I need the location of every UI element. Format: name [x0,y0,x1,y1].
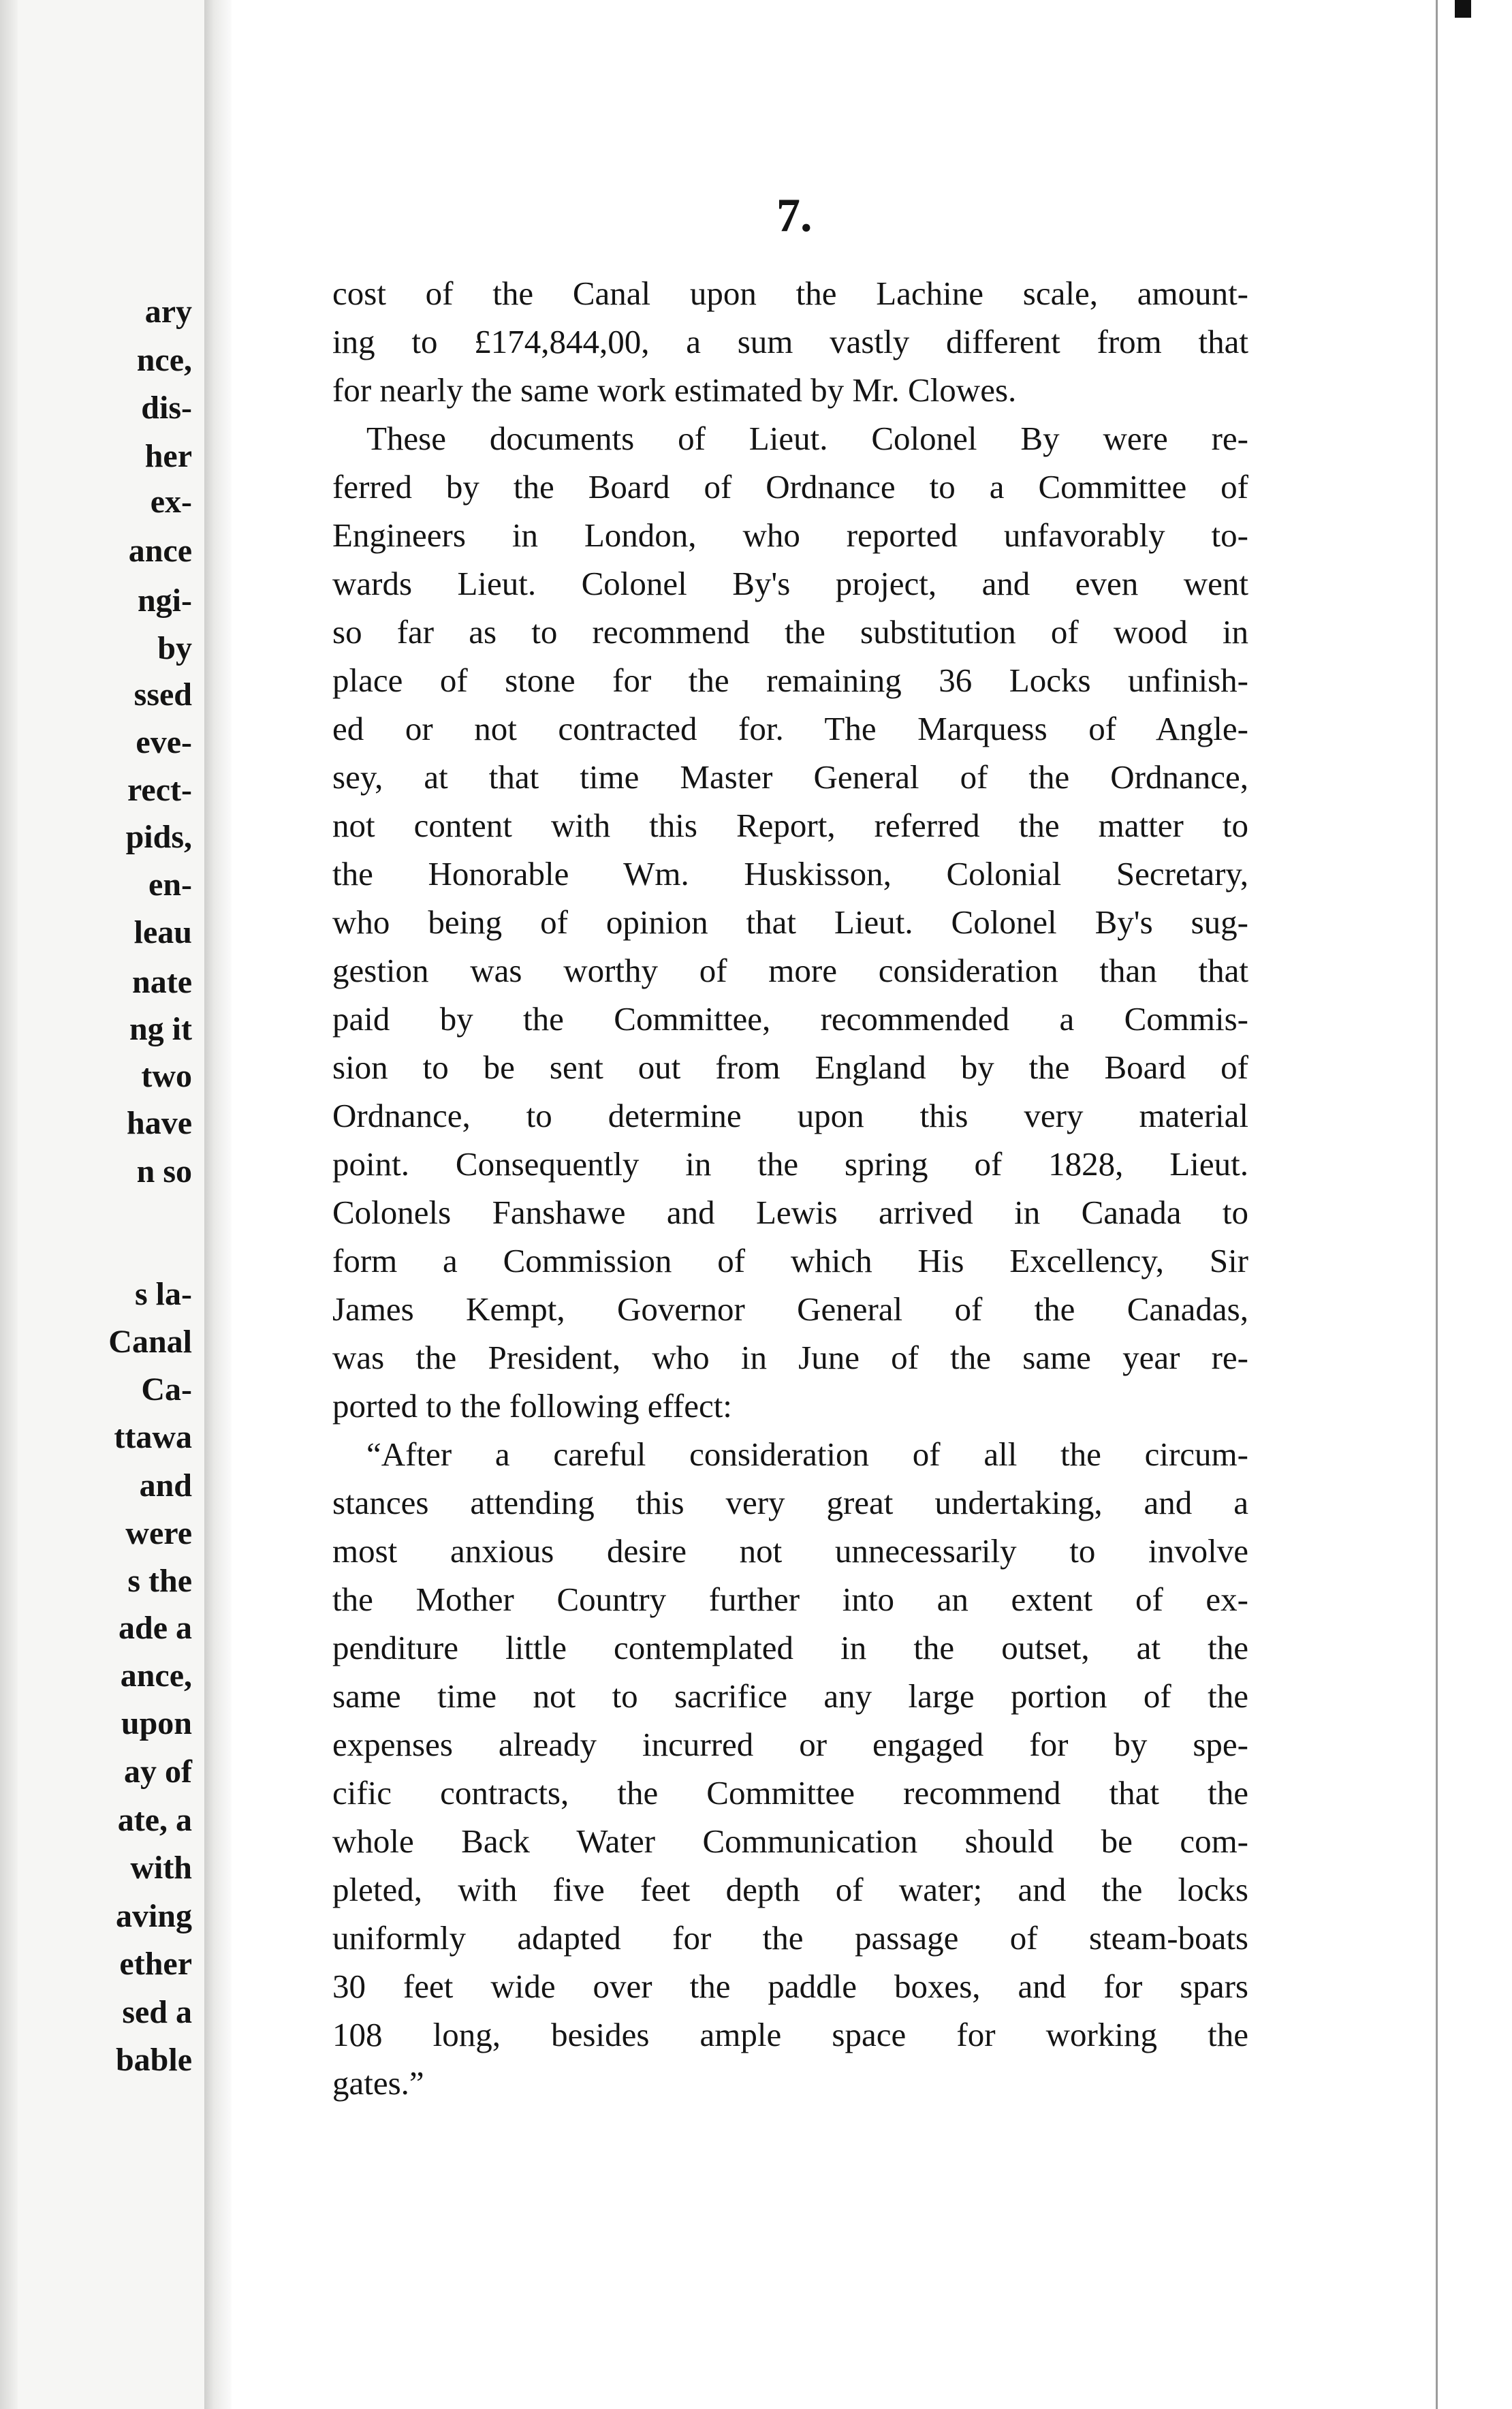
left-facing-page [0,0,204,2409]
text-line: was the President, who in June of the same year re- [332,1339,1248,1376]
text-line: ed or not contracted for. The Marquess of Angle- [332,710,1248,747]
text-line: 108 long, besides ample space for working the [332,2016,1248,2053]
left-page-fragment: s la- [135,1276,192,1312]
page-edge [1432,0,1471,2409]
page-body-text [332,269,1248,2107]
text-line: place of stone for the remaining 36 Locks unfinish- [332,662,1248,699]
left-page-fragment: two [141,1058,192,1094]
left-page-fragment: n so [136,1153,192,1190]
text-line: James Kempt, Governor General of the Canadas, [332,1290,1248,1328]
text-line: penditure little contemplated in the outset, at the [332,1629,1248,1666]
left-page-fragment: ex- [150,484,192,520]
left-page-fragment: eve- [136,724,192,760]
left-page-fragment: bable [115,2042,192,2078]
text-line: most anxious desire not unnecessarily to involve [332,1532,1248,1570]
text-line: stances attending this very great undertaking, and a [332,1484,1248,1521]
left-page-fragment: with [130,1850,192,1886]
left-page-fragment: ssed [133,677,192,713]
text-line: paid by the Committee, recommended a Commis- [332,1000,1248,1038]
page-number: 7. [776,189,813,242]
text-line: who being of opinion that Lieut. Colonel By's sug- [332,903,1248,941]
text-line: “After a careful consideration of all the circum- [366,1435,1248,1473]
left-page-fragment: nce, [136,342,192,378]
text-line: point. Consequently in the spring of 1828, Lieut. [332,1145,1248,1183]
left-page-fragment: have [127,1105,192,1141]
left-page-fragment: ay of [124,1754,192,1790]
left-page-fragment: ance [128,533,192,569]
text-line: ferred by the Board of Ordnance to a Committee of [332,468,1248,506]
left-page-fragment: upon [121,1705,192,1741]
left-page-fragment: were [125,1515,192,1551]
text-line: Ordnance, to determine upon this very material [332,1097,1248,1134]
left-page-fragment: nate [132,964,192,1000]
left-page-fragment: by [157,630,192,666]
text-line: Colonels Fanshawe and Lewis arrived in Canada to [332,1194,1248,1231]
left-page-fragment: Canal [108,1324,192,1360]
text-line: Engineers in London, who reported unfavorably to- [332,516,1248,554]
text-line: cost of the Canal upon the Lachine scale, amount- [332,275,1248,312]
text-line: gestion was worthy of more consideration than that [332,952,1248,989]
left-page-fragment: leau [133,914,192,950]
left-page-fragment: ngi- [137,582,192,619]
left-page-margin [0,0,18,2409]
left-page-fragment: dis- [141,390,192,426]
text-line: not content with this Report, referred the matter to [332,807,1248,844]
left-page-fragment: ether [119,1946,192,1982]
text-line: form a Commission of which His Excellency, Sir [332,1242,1248,1279]
text-line: wards Lieut. Colonel By's project, and even went [332,565,1248,602]
left-page-fragment: pids, [125,819,192,855]
left-page-fragment: ttawa [114,1419,192,1455]
text-line: pleted, with five feet depth of water; and the locks [332,1871,1248,1908]
left-page-fragment: ate, a [117,1802,192,1838]
left-page-fragment: s the [127,1563,192,1599]
text-line: expenses already incurred or engaged for by spe- [332,1726,1248,1763]
text-line: the Honorable Wm. Huskisson, Colonial Secretary, [332,855,1248,892]
text-line: These documents of Lieut. Colonel By were re- [366,420,1248,457]
book-gutter [204,0,232,2409]
left-page-fragment: her [144,438,192,474]
text-line: same time not to sacrifice any large portion of the [332,1677,1248,1715]
text-line: sion to be sent out from England by the Board of [332,1048,1248,1086]
corner-mark [1455,0,1471,18]
left-page-fragment: ary [144,294,192,330]
text-line: uniformly adapted for the passage of steam-boats [332,1919,1248,1957]
text-line: the Mother Country further into an extent of ex- [332,1581,1248,1618]
text-line: ing to £174,844,00, a sum vastly different from that [332,323,1248,360]
text-line: 30 feet wide over the paddle boxes, and for spars [332,1968,1248,2005]
left-page-fragment: en- [148,867,192,903]
left-page-fragment: rect- [127,772,192,808]
left-page-fragment: aving [115,1898,192,1934]
text-line: whole Back Water Communication should be com- [332,1822,1248,1860]
text-line: ported to the following effect: [332,1387,732,1425]
left-page-fragment: sed a [122,1994,192,2030]
text-line: gates.” [332,2064,424,2102]
left-page-fragment: Ca- [141,1371,192,1408]
left-page-fragment: ng it [129,1011,192,1047]
text-line: cific contracts, the Committee recommend that the [332,1774,1248,1812]
left-page-fragment: ade a [119,1610,192,1646]
text-line: so far as to recommend the substitution of wood in [332,613,1248,651]
text-line: for nearly the same work estimated by Mr. Clowes. [332,371,1017,409]
text-line: sey, at that time Master General of the Ordnance, [332,758,1248,796]
left-page-fragment: ance, [120,1658,192,1694]
left-page-fragment: and [139,1467,192,1504]
